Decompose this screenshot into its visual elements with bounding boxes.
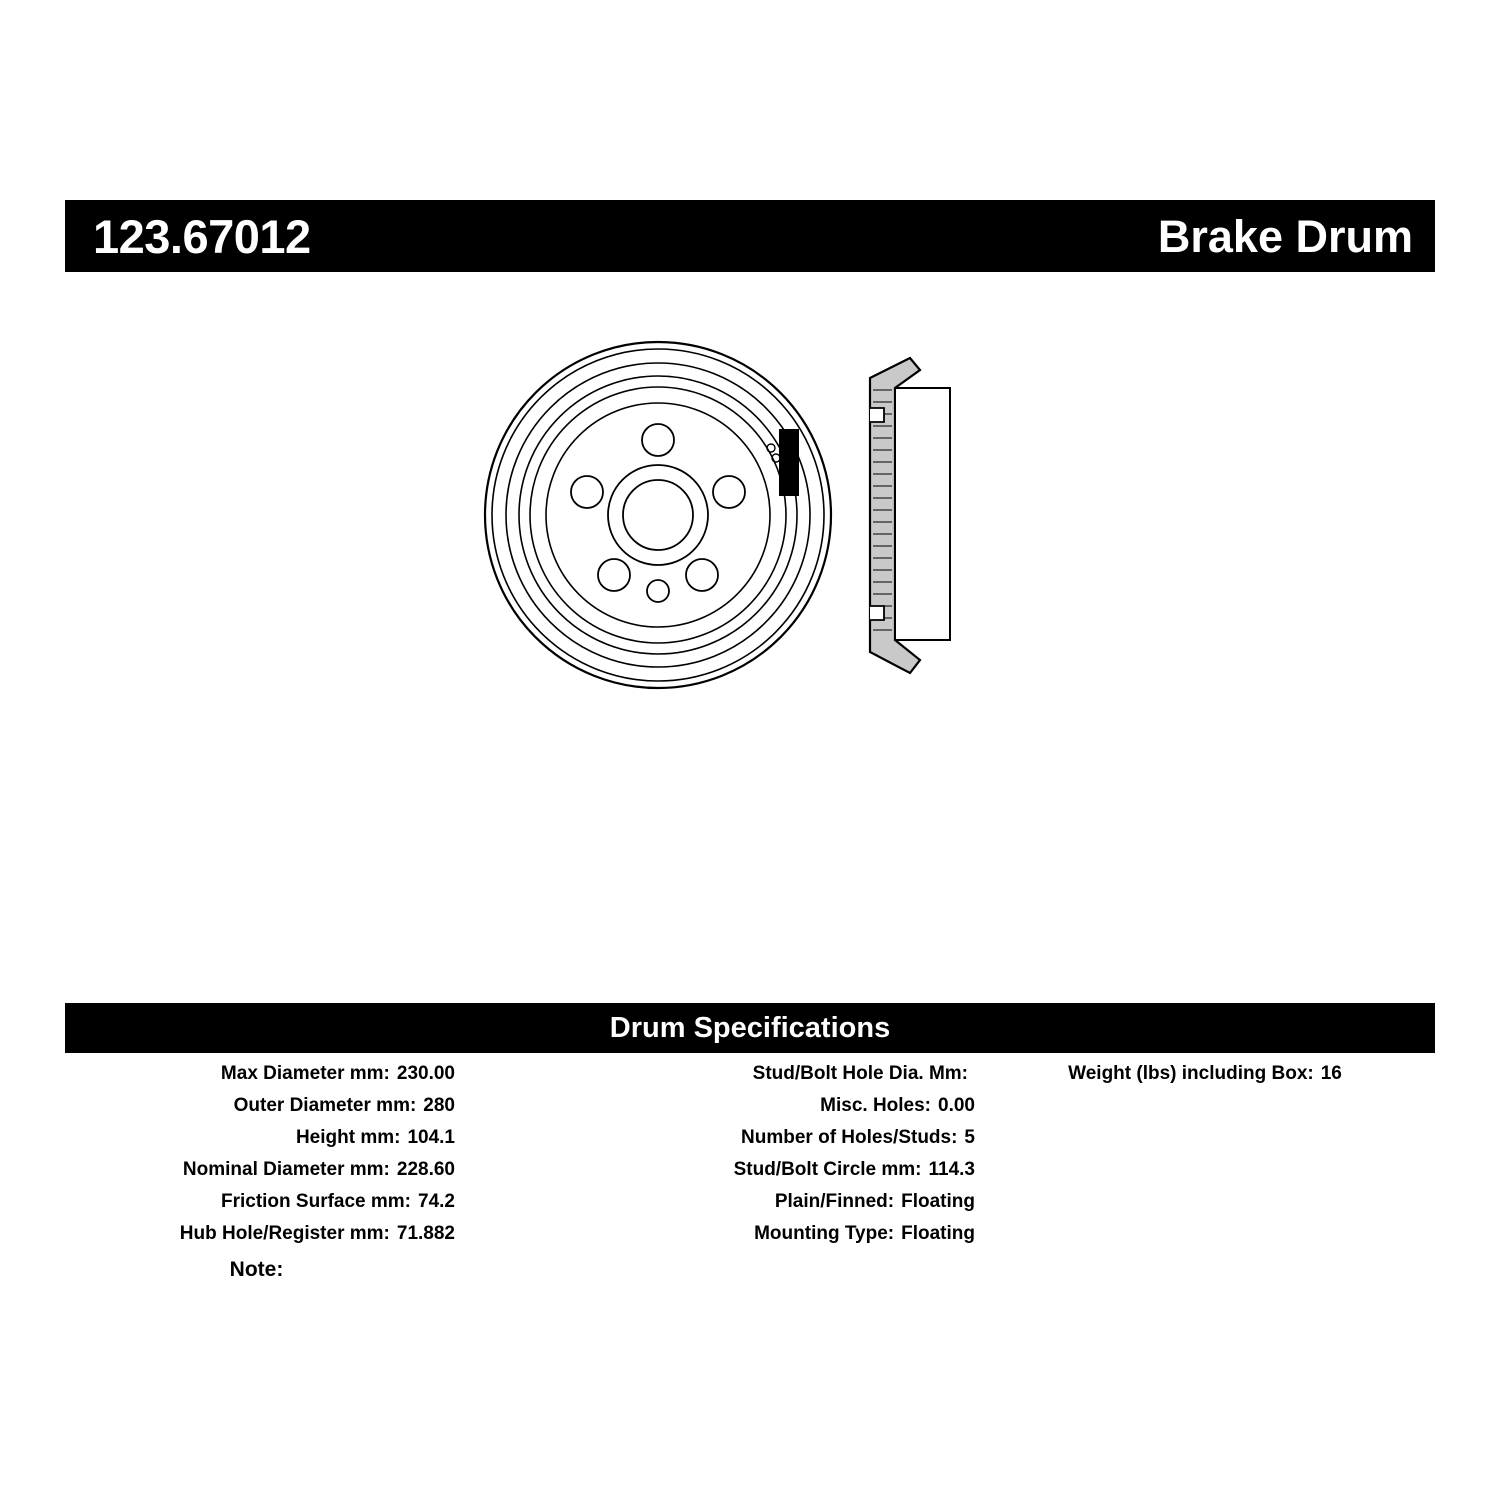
note-label: Note: xyxy=(229,1258,284,1281)
spec-row xyxy=(65,1186,455,1218)
spec-label: Hub Hole/Register mm: xyxy=(179,1223,390,1244)
spec-value: 230.00 xyxy=(396,1063,455,1084)
spec-row xyxy=(455,1154,975,1186)
spec-column-3 xyxy=(975,1058,1435,1250)
spec-value: 16 xyxy=(1320,1063,1342,1084)
spec-row xyxy=(455,1186,975,1218)
spec-label: Plain/Finned: xyxy=(774,1191,895,1212)
spec-value: 104.1 xyxy=(407,1127,455,1148)
spec-row xyxy=(65,1218,455,1250)
spec-value: 74.2 xyxy=(418,1191,455,1212)
header-bar xyxy=(65,200,1435,272)
spec-label: Friction Surface mm: xyxy=(220,1191,412,1212)
spec-row xyxy=(975,1058,1435,1090)
spec-title-bar xyxy=(65,1003,1435,1053)
spec-value: Floating xyxy=(901,1191,975,1212)
spec-row xyxy=(65,1154,455,1186)
spec-row xyxy=(65,1058,455,1090)
spec-row xyxy=(455,1058,975,1090)
spec-column-2 xyxy=(455,1058,975,1250)
spec-label: Outer Diameter mm: xyxy=(233,1095,417,1116)
spec-label: Stud/Bolt Circle mm: xyxy=(733,1159,922,1180)
part-title: Brake Drum xyxy=(1157,210,1413,262)
spec-columns xyxy=(65,1058,1435,1250)
spec-value: 228.60 xyxy=(396,1159,455,1180)
part-number: 123.67012 xyxy=(93,209,311,263)
spec-value: 280 xyxy=(423,1095,455,1116)
brake-drum-section-view xyxy=(870,358,950,673)
spec-value: 5 xyxy=(964,1127,975,1148)
spec-label: Max Diameter mm: xyxy=(220,1063,390,1084)
spec-value: Floating xyxy=(901,1223,975,1244)
spec-value: 114.3 xyxy=(928,1159,975,1180)
spec-column-1 xyxy=(65,1058,455,1250)
spec-label: Number of Holes/Studs: xyxy=(741,1127,958,1148)
note-row xyxy=(65,1258,455,1282)
spec-value: 71.882 xyxy=(396,1223,455,1244)
spec-row xyxy=(455,1122,975,1154)
spec-value: 0.00 xyxy=(938,1095,975,1116)
product-drawing xyxy=(480,330,1040,700)
spec-row xyxy=(455,1090,975,1122)
brake-drum-front-view xyxy=(485,342,831,688)
spec-label: Stud/Bolt Hole Dia. Mm: xyxy=(752,1063,968,1084)
spec-row xyxy=(65,1090,455,1122)
spec-row xyxy=(455,1218,975,1250)
spec-label: Mounting Type: xyxy=(754,1223,895,1244)
spec-label: Nominal Diameter mm: xyxy=(182,1159,390,1180)
spec-label: Weight (lbs) including Box: xyxy=(1068,1063,1314,1084)
spec-section-title: Drum Specifications xyxy=(609,1011,891,1044)
spec-label: Misc. Holes: xyxy=(820,1095,932,1116)
spec-row xyxy=(65,1122,455,1154)
spec-label: Height mm: xyxy=(295,1127,401,1148)
